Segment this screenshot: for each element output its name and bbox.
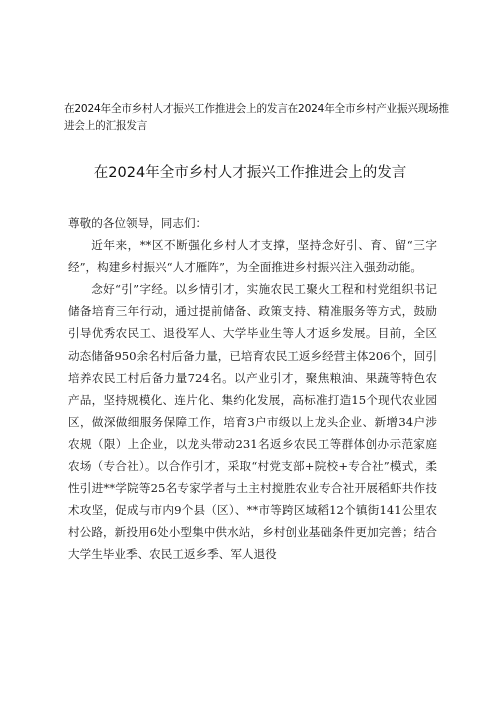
speech-body xyxy=(68,212,437,566)
salutation: 尊敬的各位领导，同志们： xyxy=(68,216,208,230)
document-header-title: 在2024年全市乡村人才振兴工作推进会上的发言在2024年全市乡村产业振兴现场推进会上的汇报发言 xyxy=(64,103,449,132)
paragraph-intro: 近年来，**区不断强化乡村人才支撑，坚持念好引、育、留“三字经”，构建乡村振兴“人才雁阵”，为全面推进乡村振兴注入强劲动能。 xyxy=(68,238,437,275)
speech-title: 在2024年全市乡村人才振兴工作推进会上的发言 xyxy=(93,165,407,181)
paragraph-recruit: 念好“引”字经。以乡情引才，实施农民工聚火工程和村党组织书记储备培育三年行动，通过提前储备、政策支持、精准服务等方式，鼓励引导优秀农民工、退役军人、大学毕业生等人才返乡发展。目前，全区动态储备950余名村后备力量，已培育农民工返乡经营主体206个，回引培养农民工村后备力量724名。以产业引才，聚焦粮油、果蔬等特色农产品，坚持规模化、连片化、集约化发展，高标准打造15个现代农业园区，做深做细服务保障工作，培育3户市级以上龙头企业、新增34户涉农规（限）上企业，以龙头带动231名返乡农民工等群体创办示范家庭农场（专合社）。以合作引才，采取“村党支部+院校+专合社”模式，柔性引进**学院等25名专家学者与土主村搅胜农业专合社开展稻虾共作技术攻坚，促成与市内9个县（区）、**市等跨区域稻12个镇街141公里农村公路，新投用6处小型集中供水站，乡村创业基础条件更加完善；结合大学生毕业季、农民工返乡季、军人退役 xyxy=(68,282,437,562)
